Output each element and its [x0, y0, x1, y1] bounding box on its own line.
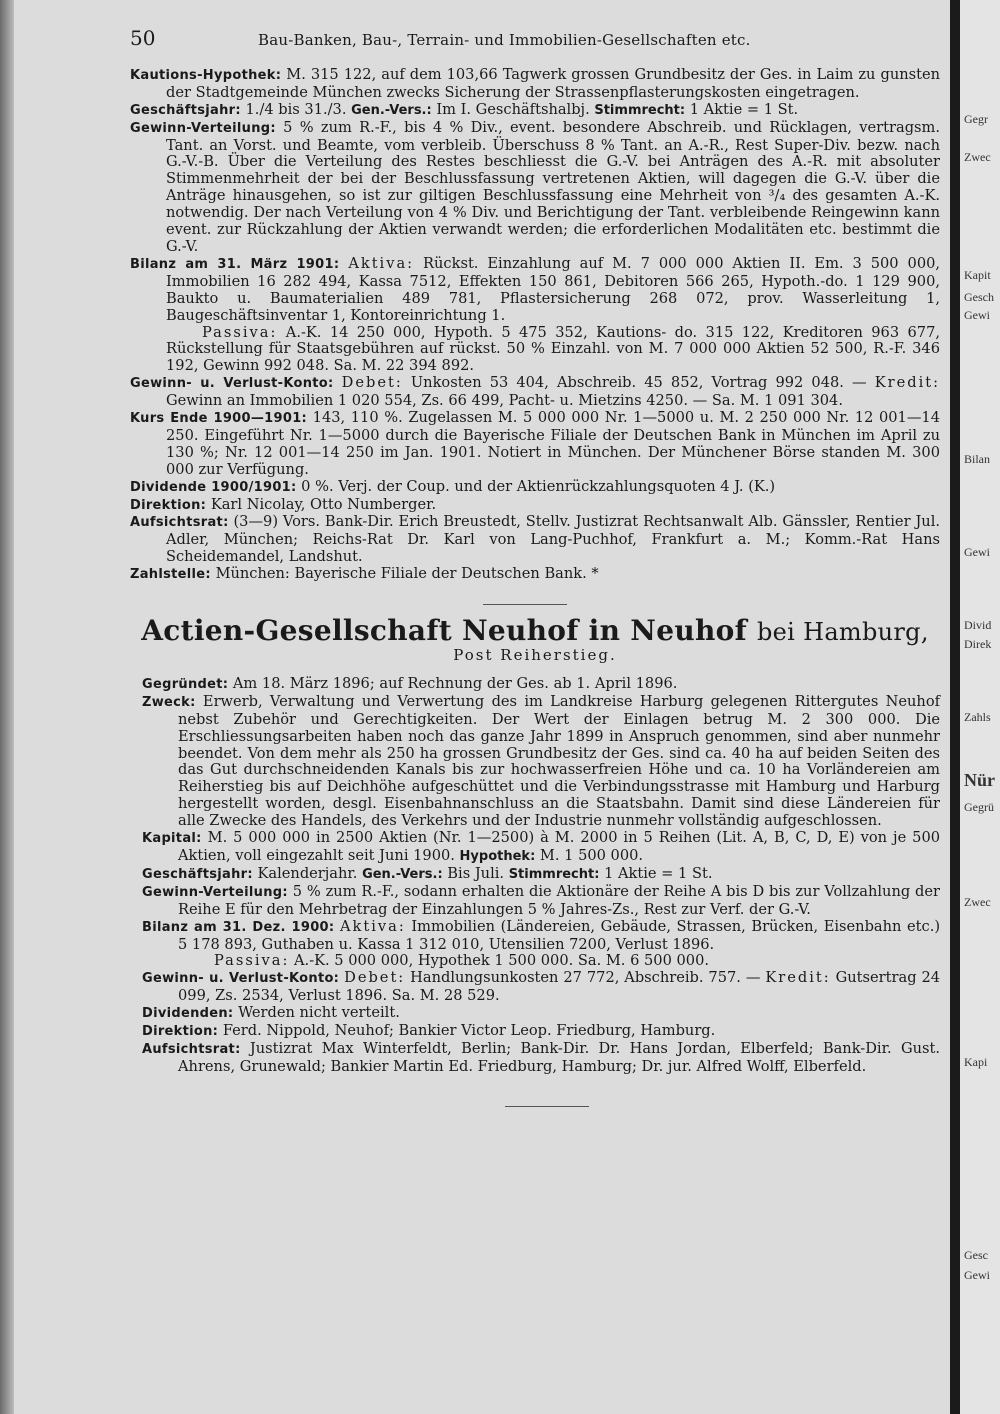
debet-label: Debet:: [344, 969, 406, 987]
entry-text: M. 315 122, auf dem 103,66 Tagwerk grossen Grundbesitz der Ges. in Laim zu gunsten der Stadtgemeinde München zwecks Sicherung der Strassenpflasterungskosten eingetragen.: [166, 65, 941, 101]
entry-text: Ferd. Nippold, Neuhof; Bankier Victor Leop. Friedburg, Hamburg.: [222, 1022, 716, 1040]
edge-fragment: Kapit: [964, 268, 991, 282]
entry-text: 1 Aktie = 1 St.: [604, 864, 713, 882]
entry-direktion: [130, 497, 940, 515]
company-title-suffix: bei Hamburg,: [757, 618, 929, 647]
entry-label: Gen.-Vers.:: [362, 866, 443, 882]
entry-label: Geschäftsjahr:: [130, 102, 241, 118]
aktiva-label: Aktiva:: [340, 917, 406, 935]
entry-label: Dividenden:: [142, 1006, 234, 1022]
kredit-label: Kredit:: [765, 969, 831, 987]
entry-label: Gewinn- u. Verlust-Konto:: [142, 971, 340, 987]
entry-bilanz: [142, 919, 940, 954]
entry-label: Zahlstelle:: [130, 567, 211, 583]
company-section: [130, 676, 940, 1076]
edge-fragment: Gegrü: [964, 800, 994, 814]
entry-text: 0 %. Verj. der Coup. und der Aktienrückzahlungsquoten 4 J. (K.): [301, 477, 776, 495]
company-title-main: Actien-Gesellschaft Neuhof in Neuhof: [141, 614, 747, 648]
entry-text: Werden nicht verteilt.: [238, 1004, 400, 1022]
entry-label: Kautions-Hypothek:: [130, 67, 282, 83]
entry-gegruendet: [142, 676, 940, 694]
entry-label: Direktion:: [130, 497, 207, 513]
entry-label: Gewinn-Verteilung:: [130, 120, 276, 136]
entry-text: Karl Nicolay, Otto Numberger.: [210, 495, 437, 513]
entry-label: Gewinn- u. Verlust-Konto:: [130, 376, 334, 392]
company-title: [130, 614, 940, 648]
entry-bilanz: [130, 256, 940, 325]
edge-fragment: Zwec: [964, 150, 991, 164]
edge-fragment: Kapi: [964, 1055, 988, 1069]
entry-text: Handlungsunkosten 27 772, Abschreib. 757. —: [410, 969, 761, 987]
edge-fragment: Gegr: [964, 112, 988, 126]
entry-text: M. 5 000 000 in 2500 Aktien (Nr. 1—2500) à M. 2000 in 5 Reihen (Lit. A, B, C, D, E) von je 500 Aktien, voll eingezahlt seit Juni 1900.: [178, 829, 941, 864]
entry-text: Gutsertrag 24 099, Zs. 2534, Verlust 1896. Sa. M. 28 529.: [178, 969, 941, 1005]
entry-kapital: [142, 830, 940, 866]
edge-fragment: Divid: [964, 618, 992, 632]
edge-fragment: Gewi: [964, 1268, 990, 1282]
entry-label: Kurs Ende 1900—1901:: [130, 411, 308, 427]
entry-text: 5 % zum R.-F., sodann erhalten die Aktionäre der Reihe A bis D bis zur Vollzahlung der Reihe E für den Mehrbetrag der Einzahlungen 5 % Jahres-Zs., Rest zur Verf. der G.-V.: [178, 882, 940, 918]
section-divider: [505, 1106, 589, 1107]
section-divider: [483, 604, 567, 605]
entry-gewinn-verlust-konto: [130, 375, 940, 410]
entry-label: Direktion:: [142, 1024, 219, 1040]
entry-label: Gewinn-Verteilung:: [142, 884, 288, 900]
page-spine-shadow: [0, 0, 14, 1414]
entry-bilanz-passiva: [130, 325, 940, 376]
entry-text: Gewinn an Immobilien 1 020 554, Zs. 66 499, Pacht- u. Mietzins 4250. — Sa. M. 1 091 304.: [166, 392, 843, 410]
entry-label: Gegründet:: [142, 676, 229, 692]
entry-geschaeftsjahr: [142, 866, 940, 884]
entry-label: Bilanz am 31. März 1901:: [130, 256, 340, 272]
entry-text: Im I. Geschäftshalbj.: [436, 100, 590, 118]
entry-label: Dividende 1900/1901:: [130, 479, 297, 495]
entry-label: Aufsichtsrat:: [142, 1041, 241, 1057]
entry-zweck: [142, 694, 940, 830]
entry-direktion: [142, 1023, 940, 1041]
entry-label: Stimmrecht:: [508, 866, 600, 882]
entry-gewinn-verteilung: [130, 120, 940, 256]
entry-label: Stimmrecht:: [594, 102, 686, 118]
edge-fragment: Zahls: [964, 710, 991, 724]
entry-aufsichtsrat: [142, 1041, 940, 1076]
entry-text: Unkosten 53 404, Abschreib. 45 852, Vortrag 992 048. —: [410, 374, 867, 392]
entry-kurs: [130, 410, 940, 479]
entry-bilanz-passiva: [142, 953, 940, 970]
entry-label: Gen.-Vers.:: [351, 102, 432, 118]
edge-fragment: Gewi: [964, 545, 990, 559]
entry-zahlstelle: [130, 566, 940, 584]
entry-kautions-hypothek: [130, 67, 940, 102]
passiva-label: Passiva:: [202, 323, 278, 341]
entry-label: Geschäftsjahr:: [142, 866, 253, 882]
entry-dividenden: [142, 1005, 940, 1023]
page-number: 50: [130, 26, 156, 50]
edge-fragment: Nür: [964, 770, 995, 790]
edge-fragment: Gewi: [964, 308, 990, 322]
entry-text: M. 1 500 000.: [539, 846, 644, 864]
adjacent-page-edge: [950, 0, 1000, 1414]
entry-label: Bilanz am 31. Dez. 1900:: [142, 919, 335, 935]
edge-fragment: Bilan: [964, 452, 990, 466]
running-title: Bau-Banken, Bau-, Terrain- und Immobilien-Gesellschaften etc.: [258, 31, 751, 49]
entry-label: Kapital:: [142, 831, 202, 847]
edge-fragment: Zwec: [964, 895, 991, 909]
kredit-label: Kredit:: [874, 374, 941, 392]
page-header: [130, 26, 940, 50]
debet-label: Debet:: [341, 374, 403, 392]
entry-geschaeftsjahr: [130, 102, 940, 120]
entry-label: Hypothek:: [459, 848, 536, 864]
entry-text: München: Bayerische Filiale der Deutschen Bank. *: [215, 565, 599, 583]
aktiva-label: Aktiva:: [348, 254, 415, 272]
edge-fragment: Direk: [964, 637, 992, 651]
entry-gewinn-verteilung: [142, 884, 940, 919]
entry-label: Zweck:: [142, 694, 196, 710]
entry-text: 5 % zum R.-F., bis 4 % Div., event. besondere Abschreib. und Rücklagen, vertragsm. Tant. an Vorst. und Beamte, vom verbleib. Überschuss 8 % Tant. an A.-R., Rest Super-Div. bezw. nach G.-V.-B. Über die Verteilung des Restes beschliesst die G.-V. bei Anträgen des A.-R. mit absoluter Stimmenmehrheit der bei der Beschlussfassung vertretenen Aktien, will dagegen die G.-V. über die Anträge hinausgehen, so ist zur giltigen Beschlussfassung eine Mehrheit von ³/₄ des gesamten A.-K. notwendig. Der nach Verteilung von 4 % Div. und Berichtigung der Tant. verbleibende Reingewinn kann event. zur Rückzahlung der Aktien verwandt werden; die erforderlichen Modalitäten etc. bestimmt die G.-V.: [166, 118, 940, 255]
entry-text: (3—9) Vors. Bank-Dir. Erich Breustedt, Stellv. Justizrat Rechtsanwalt Alb. Gänssler, Rentier Jul. Adler, München; Reichs-Rat Dr. Karl von Lang-Puchhof, Frankfurt a. M.; Komm.-Rat Hans Scheidemandel, Landshut.: [166, 513, 941, 566]
entry-text: 1 Aktie = 1 St.: [689, 100, 799, 118]
entry-gewinn-verlust-konto: [142, 970, 940, 1005]
page-content: [130, 26, 941, 1107]
entry-text: 1./4 bis 31./3.: [245, 100, 347, 118]
entry-text: Justizrat Max Winterfeldt, Berlin; Bank-Dir. Dr. Hans Jordan, Elberfeld; Bank-Dir. Gust. Ahrens, Grunewald; Bankier Martin Ed. Friedburg, Hamburg; Dr. jur. Alfred Wolff, Elberfeld.: [178, 1039, 940, 1075]
entry-text: Kalenderjahr.: [257, 864, 358, 882]
entry-aufsichtsrat: [130, 514, 940, 566]
entry-text: 143, 110 %. Zugelassen M. 5 000 000 Nr. 1—5000 u. M. 2 250 000 Nr. 12 001—14 250. Eingeführt Nr. 1—5000 durch die Bayerische Filiale der Deutschen Bank in München im April zu 130 %; Nr. 12 001—14 250 im Jan. 1901. Notiert in München. Der Münchener Börse standen M. 300 000 zur Verfügung.: [166, 409, 940, 478]
edge-fragment: Gesc: [964, 1248, 988, 1262]
entry-text: Immobilien (Ländereien, Gebäude, Strassen, Brücken, Eisenbahn etc.) 5 178 893, Guthaben u. Kassa 1 312 010, Utensilien 7200, Verlust 1896.: [178, 917, 941, 953]
entry-text: Rückst. Einzahlung auf M. 7 000 000 Aktien II. Em. 3 500 000, Immobilien 16 282 494, Kassa 7512, Effekten 150 861, Debitoren 566 265, Hypoth.-do. 1 129 900, Baukto u. Baumaterialien 489 781, Pflastersicherung 268 072, prov. Wasserleitung 1, Baugeschäftsinventar 1, Kontoreinrichtung 1.: [166, 254, 941, 324]
entry-dividende: [130, 479, 940, 497]
passiva-label: Passiva:: [214, 952, 290, 970]
company-subtitle: Post Reiherstieg.: [453, 646, 617, 664]
entry-text: Erwerb, Verwaltung und Verwertung des im Landkreise Harburg gelegenen Rittergutes Neuhof nebst Zubehör und Gerechtigkeiten. Der Wert der Einlagen betrug M. 2 300 000. Die Erschliessungsarbeiten haben noch das ganze Jahr 1899 in Anspruch genommen, sind aber nunmehr beendet. Von dem mehr als 250 ha grossen Grundbesitz der Ges. sind ca. 40 ha auf beiden Seiten des das Gut durchschneidenden Kanals bis zur hochwasserfreien Höhe und ca. 10 ha Vorländereien am Reiherstieg bis auf Deichhöhe aufgeschüttet und die Verbindungsstrasse mit Hamburg und Harburg hergestellt worden, desgl. Eisenbahnanschluss an die Staatsbahn. Damit sind diese Ländereien für alle Zwecke des Handels, des Verkehrs und der Industrie nunmehr vollständig aufgeschlossen.: [178, 692, 941, 830]
edge-fragment: Gesch: [964, 290, 994, 304]
entry-text: Am 18. März 1896; auf Rechnung der Ges. ab 1. April 1896.: [232, 674, 678, 692]
entry-text: A.-K. 14 250 000, Hypoth. 5 475 352, Kautions- do. 315 122, Kreditoren 963 677, Rückstellung für Staatsgebühren auf rückst. 50 % Einzahl. von M. 7 000 000 Aktien 52 500, R.-F. 346 192, Gewinn 992 048. Sa. M. 22 394 892.: [166, 323, 941, 375]
entry-label: Aufsichtsrat:: [130, 515, 229, 531]
entry-text: A.-K. 5 000 000, Hypothek 1 500 000. Sa. M. 6 500 000.: [294, 952, 709, 970]
entry-text: Bis Juli.: [447, 864, 505, 882]
